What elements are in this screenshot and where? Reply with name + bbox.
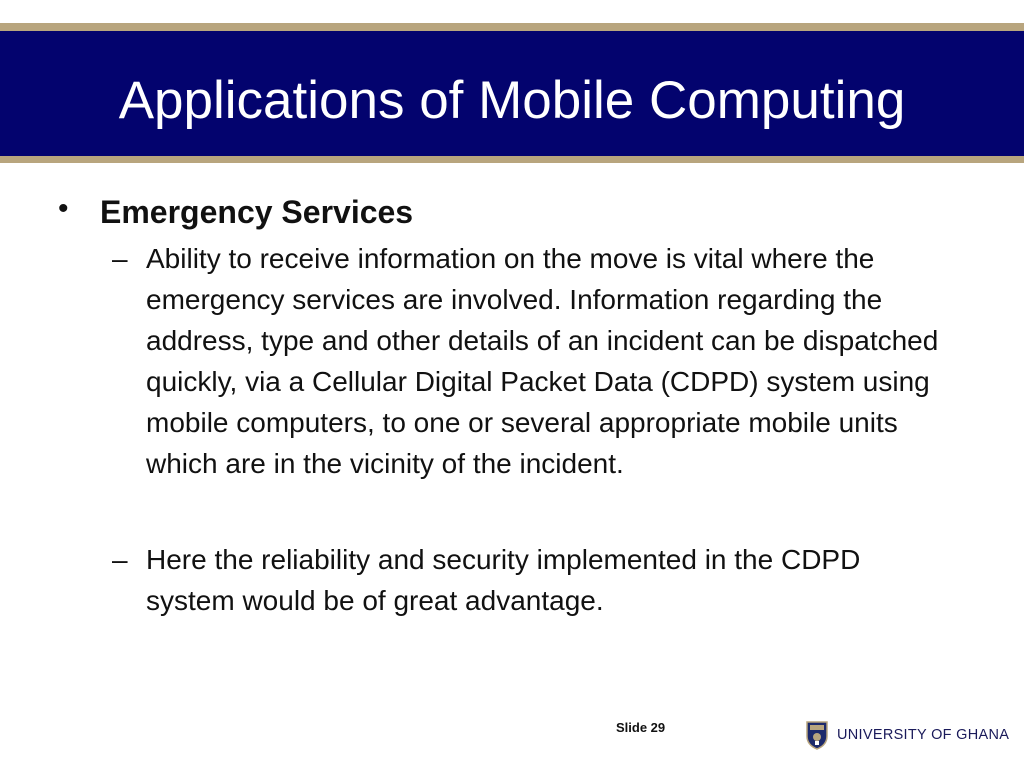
sub-point xyxy=(112,539,968,621)
logo-text: UNIVERSITY OF GHANA xyxy=(837,727,1010,743)
sub-point-text: Ability to receive information on the move is vital where the emergency services are involved. Information regarding the address, type and other details of an incident can be dispatched quickly, via a Cellular Digital Packet Data (CDPD) system using mobile computers, to one or several appropriate mobile units which are in the vicinity of the incident. xyxy=(146,243,939,479)
university-logo xyxy=(805,720,1009,750)
slide-number: Slide 29 xyxy=(616,720,666,735)
sub-point xyxy=(112,238,968,484)
bullet-marker: • xyxy=(58,192,69,225)
sub-point-marker: – xyxy=(112,544,128,575)
university-crest-icon xyxy=(805,720,829,750)
bullet-item xyxy=(58,190,968,234)
slide-title: Applications of Mobile Computing xyxy=(118,71,906,130)
sub-point-marker: – xyxy=(112,243,128,274)
bullet-heading: Emergency Services xyxy=(100,194,414,230)
title-bar-bottom-border xyxy=(0,156,1024,163)
slide-content xyxy=(58,190,968,621)
title-bar xyxy=(0,31,1024,156)
title-bar-top-border xyxy=(0,23,1024,31)
sub-point-text: Here the reliability and security implemented in the CDPD system would be of great advantage. xyxy=(146,544,861,616)
